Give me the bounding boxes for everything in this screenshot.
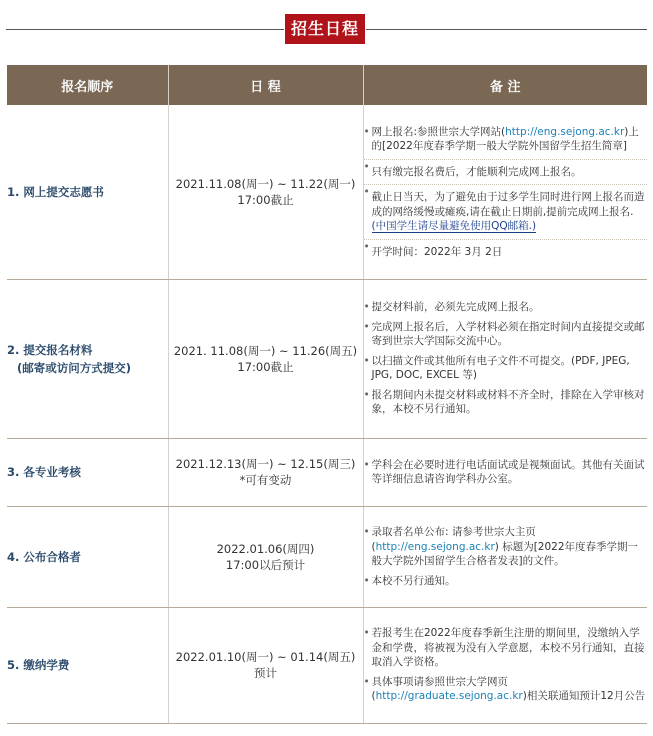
date-remark: 预计 (254, 666, 277, 680)
note-item: • 学科会在必要时进行电话面试或是视频面试。其他有关面试等详细信息请咨询学科办公室。 (364, 458, 648, 487)
note-item: • 若报考生在2022年度春季新生注册的期间里，没缴纳入学金和学费，将被视为没有入学意愿，本校不另行通知，直接取消入学资格。 (364, 626, 648, 670)
step-cell (7, 607, 168, 723)
note-cell (363, 105, 647, 279)
date-range: 2021.12.13(周一) ~ 12.15(周三) (175, 457, 356, 471)
note-list (364, 626, 648, 704)
note-list (364, 300, 648, 417)
note-item: • 以扫描文件或其他所有电子文件不可提交。(PDF, JPEG, JPG, DOC, EXCEL 等) (364, 354, 648, 383)
date-day: 2022.01.06(周四) (216, 541, 315, 556)
step-label: 4. 公布合格者 (7, 549, 81, 564)
table-row (7, 279, 647, 438)
step-label: 5. 缴纳学费 (7, 658, 70, 672)
note-cell (363, 438, 647, 506)
step-cell (7, 506, 168, 607)
note-item: • 开学时间：2022年 3月 2日 (364, 239, 648, 260)
note-list (364, 125, 648, 260)
note-item: • 提交材料前，必须先完成网上报名。 (364, 300, 648, 315)
table-row (7, 607, 647, 723)
website-link[interactable]: http://graduate.sejong.ac.kr (375, 690, 523, 703)
step-cell (7, 105, 168, 279)
table-row (7, 105, 647, 279)
date-time: 17:00以后预计 (225, 557, 306, 572)
date-cell (168, 438, 363, 506)
banner-divider-left (6, 29, 284, 30)
table-row (7, 438, 647, 506)
note-cell (363, 279, 647, 438)
note-item: • 完成网上报名后，入学材料必须在指定时间内直接提交或邮寄到世宗大学国际交流中心。 (364, 320, 648, 349)
date-remark: *可有变动 (239, 473, 292, 487)
step-label: 2. 提交报名材料 (7, 342, 93, 357)
note-item: • 具体事项请参照世宗大学网页(http://graduate.sejong.ac.kr)相关联通知预计12月公告 (364, 675, 648, 704)
step-label: 3. 各专业考核 (7, 465, 81, 479)
schedule-banner (0, 0, 653, 58)
date-cell (168, 279, 363, 438)
date-deadline: 17:00截止 (237, 192, 294, 207)
step-cell (7, 279, 168, 438)
note-cell (363, 506, 647, 607)
table-header-row (7, 65, 647, 105)
note-item: • 报名期间内未提交材料或材料不齐全时，排除在入学审核对象，本校不另行通知。 (364, 388, 648, 417)
date-deadline: 17:00截止 (237, 359, 294, 374)
note-item: • 截止日当天，为了避免由于过多学生同时进行网上报名而造成的网络缓慢或瘫痪,请在截止日期前,提前完成网上报名.(中国学生请尽量避免使用QQ邮箱.) (364, 184, 648, 234)
banner-title: 招生日程 (285, 14, 365, 44)
note-item: • 录取者名单公布: 请参考世宗大主页(http://eng.sejong.ac.kr) 标题为[2022年度春季学期一般大学院外国留学生合格者发表]的文件。 (364, 525, 648, 569)
header-step: 报名顺序 (7, 65, 168, 105)
date-range: 2021.11.08(周一) ~ 11.22(周一) (175, 176, 356, 191)
note-cell (363, 607, 647, 723)
note-list (364, 525, 648, 588)
date-cell (168, 506, 363, 607)
website-link[interactable]: http://eng.sejong.ac.kr (505, 125, 625, 138)
admission-schedule-table (7, 65, 647, 724)
note-item: • 网上报名:参照世宗大学网站(http://eng.sejong.ac.kr)上的[2022年度春季学期一般大学院外国留学生招生简章] (364, 125, 648, 154)
header-date: 日 程 (168, 65, 363, 105)
website-link[interactable]: http://eng.sejong.ac.kr (375, 540, 495, 553)
note-item: • 本校不另行通知。 (364, 574, 648, 589)
step-cell (7, 438, 168, 506)
qq-mail-warning: (中国学生请尽量避免使用QQ邮箱.) (371, 220, 537, 232)
banner-divider-right (366, 29, 647, 30)
step-sublabel: (邮寄或访问方式提交) (17, 360, 132, 375)
header-note: 备 注 (363, 65, 647, 105)
date-range: 2022.01.10(周一) ~ 01.14(周五) (175, 650, 356, 664)
date-range: 2021. 11.08(周一) ~ 11.26(周五) (173, 343, 358, 358)
date-cell (168, 607, 363, 723)
table-row (7, 506, 647, 607)
step-label: 1. 网上提交志愿书 (7, 184, 104, 199)
date-cell (168, 105, 363, 279)
note-item: • 只有缴完报名费后，才能顺利完成网上报名。 (364, 159, 648, 180)
note-list (364, 458, 648, 487)
